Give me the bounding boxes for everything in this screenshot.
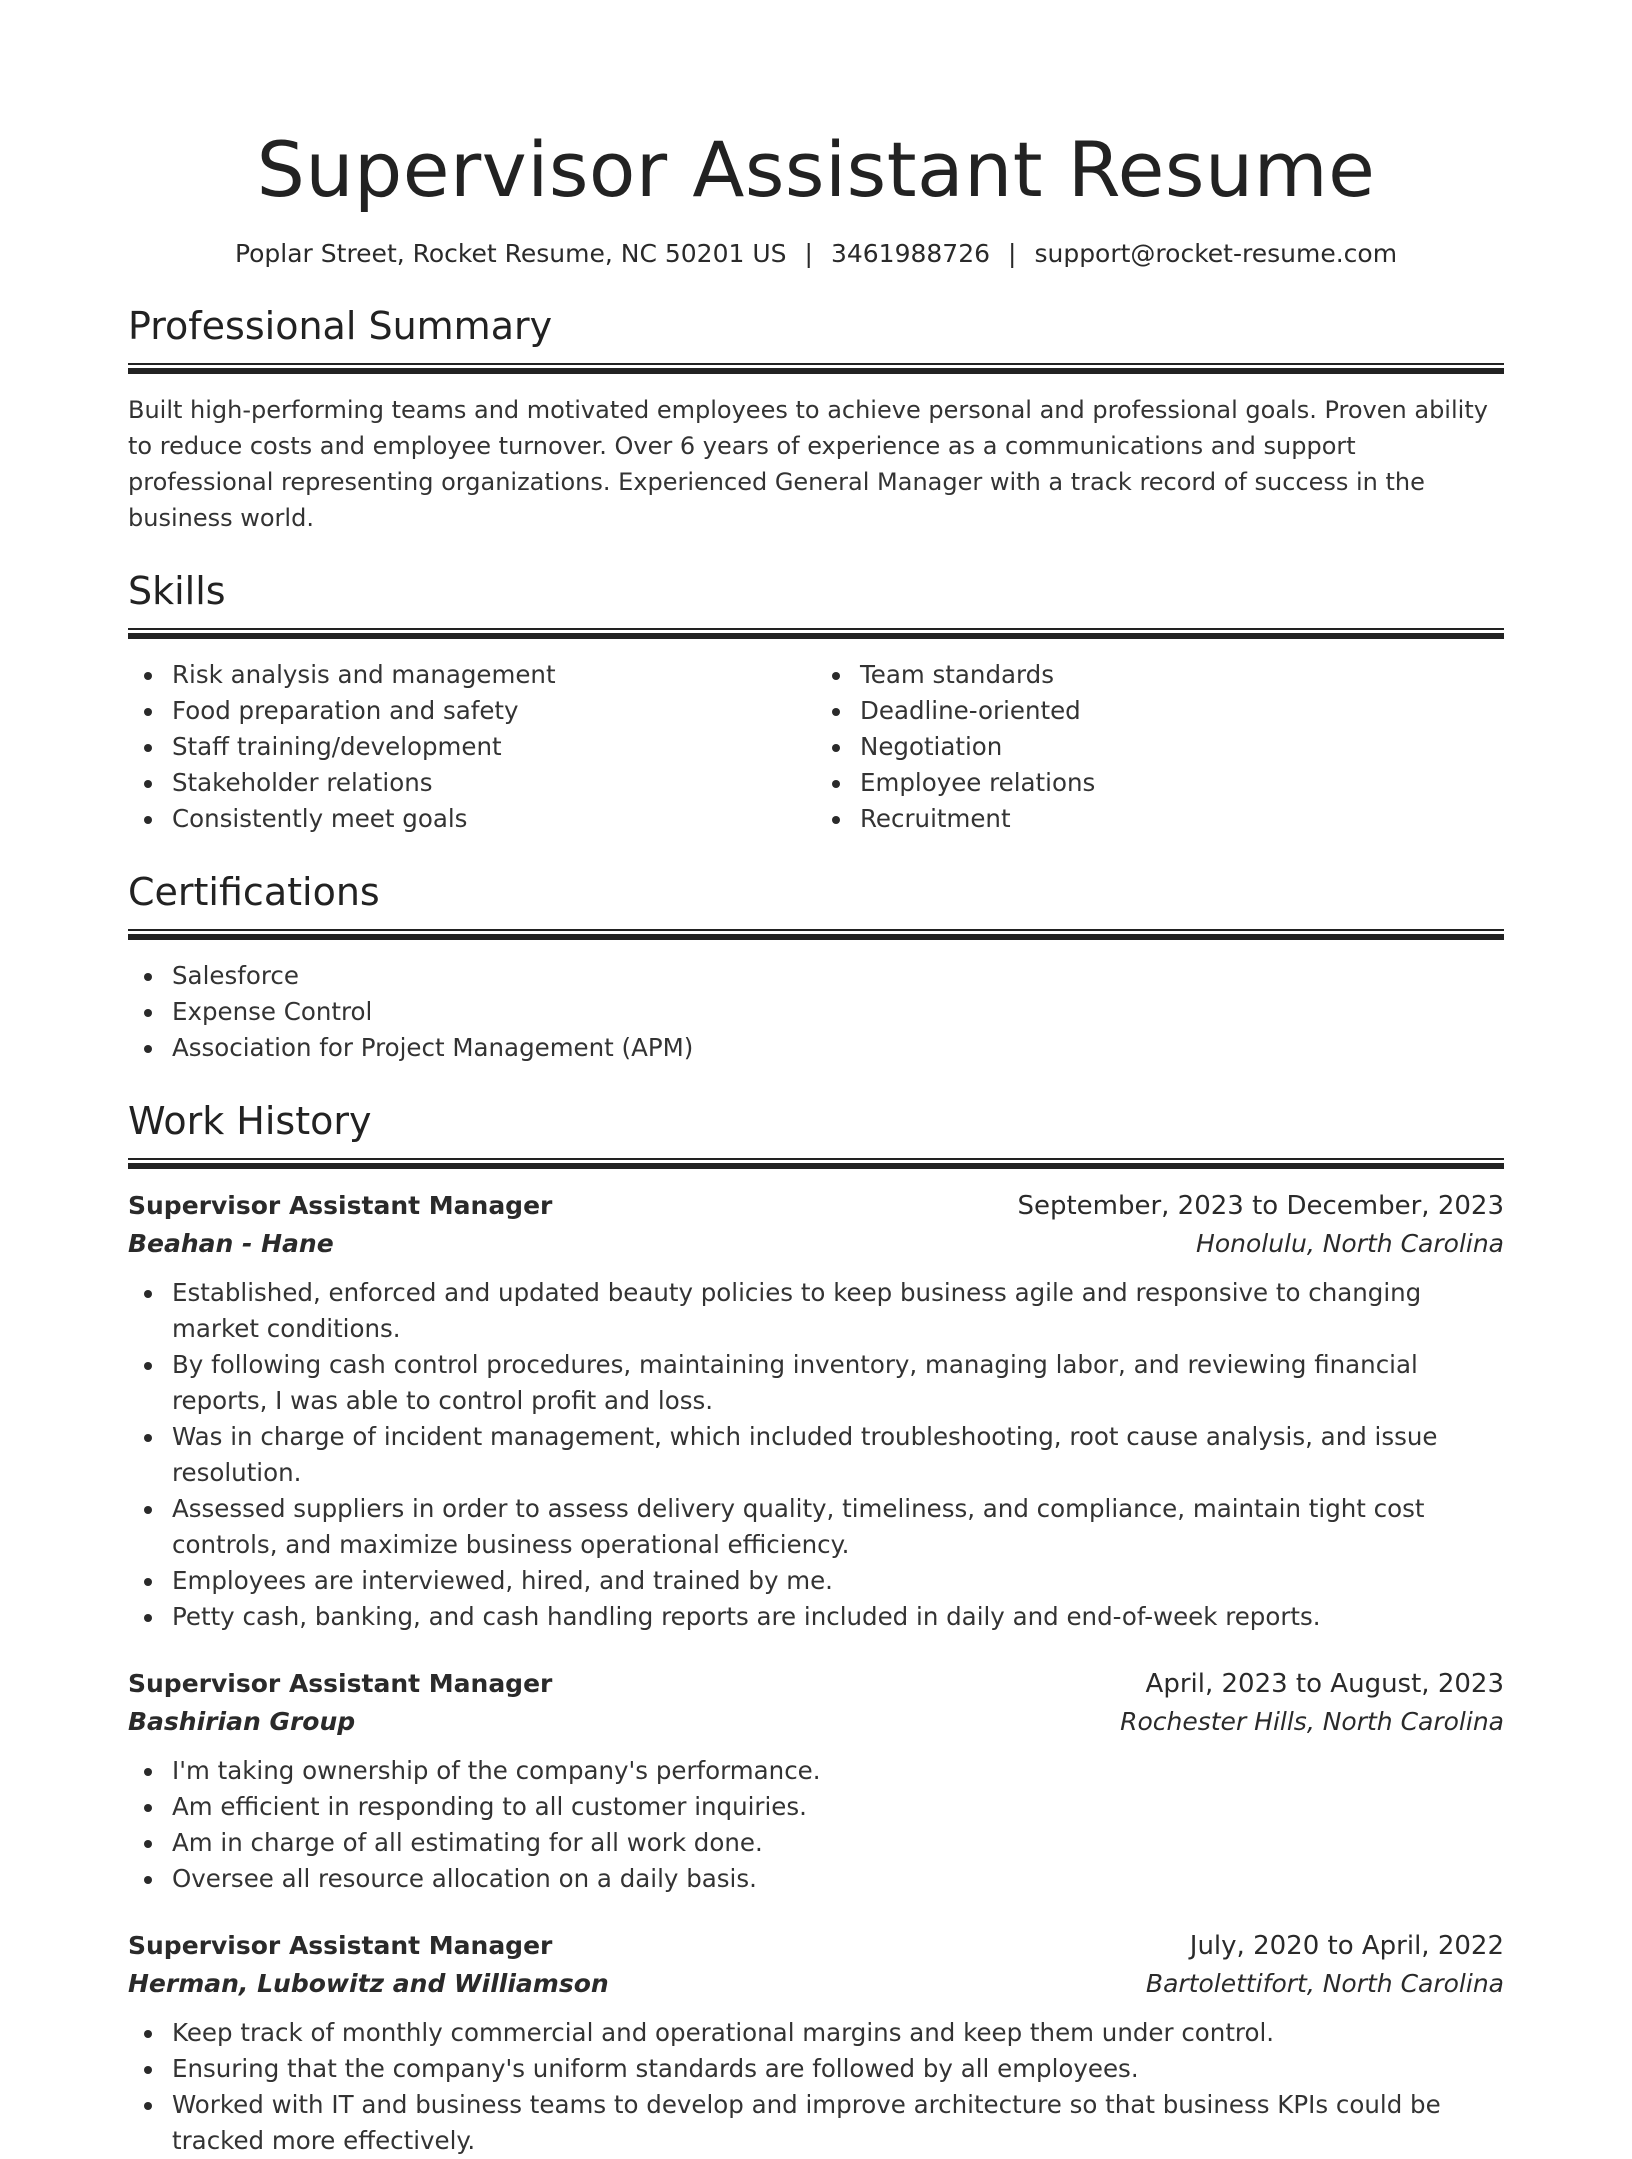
job-title: Supervisor Assistant Manager	[128, 1191, 553, 1220]
job-location: Rochester Hills, North Carolina	[1120, 1707, 1504, 1736]
job-bullet: Oversee all resource allocation on a daily basis.	[128, 1861, 1504, 1897]
section-divider	[128, 363, 1504, 374]
skills-grid	[128, 657, 1504, 837]
job-bullet: Assessed suppliers in order to assess delivery quality, timeliness, and compliance, maintain tight cost controls, and maximize business operational efficiency.	[128, 1491, 1504, 1563]
job-title: Supervisor Assistant Manager	[128, 1931, 553, 1960]
job-location: Honolulu, North Carolina	[1196, 1229, 1504, 1258]
job-bullets	[128, 1275, 1504, 1635]
contact-line	[128, 237, 1504, 271]
skills-section	[128, 566, 1504, 837]
work-history-section	[128, 1096, 1504, 2159]
job-subheader-row	[128, 1225, 1504, 1263]
summary-text: Built high-performing teams and motivated employees to achieve personal and professional goals. Proven ability to reduce costs and employee turnover. Over 6 years of experience as a communications and support professional representing organizations. Experienced General Manager with a track record of success in the business world.	[128, 396, 1488, 532]
section-title: Professional Summary	[128, 304, 553, 348]
job-company: Beahan - Hane	[128, 1229, 334, 1258]
job-bullet: I'm taking ownership of the company's performance.	[128, 1753, 1504, 1789]
contact-separator: |	[1008, 239, 1017, 268]
job-bullets	[128, 2015, 1504, 2159]
job-bullets	[128, 1753, 1504, 1897]
contact-address: Poplar Street, Rocket Resume, NC 50201 US	[234, 239, 787, 268]
job-bullet: Employees are interviewed, hired, and trained by me.	[128, 1563, 1504, 1599]
job-header-row	[128, 1187, 1504, 1225]
contact-email: support@rocket-resume.com	[1034, 239, 1398, 268]
job-entry	[128, 1187, 1504, 1635]
professional-summary-section	[128, 301, 1504, 536]
job-dates: April, 2023 to August, 2023	[1145, 1669, 1504, 1699]
skill-item: Staff training/development	[128, 729, 816, 765]
resume-title: Supervisor Assistant Resume	[256, 125, 1376, 214]
contact-phone: 3461988726	[830, 239, 991, 268]
job-bullet: Ensuring that the company's uniform standards are followed by all employees.	[128, 2051, 1504, 2087]
job-bullet: Established, enforced and updated beauty policies to keep business agile and responsive to changing market conditions.	[128, 1275, 1504, 1347]
job-entry	[128, 1665, 1504, 1897]
job-entry	[128, 1927, 1504, 2159]
job-dates: September, 2023 to December, 2023	[1017, 1191, 1504, 1221]
certification-item: Expense Control	[128, 994, 1504, 1030]
section-title: Certifications	[128, 870, 380, 914]
certifications-list	[128, 958, 1504, 1066]
job-bullet: By following cash control procedures, maintaining inventory, managing labor, and reviewing financial reports, I was able to control profit and loss.	[128, 1347, 1504, 1419]
skill-item: Employee relations	[816, 765, 1504, 801]
job-location: Bartolettifort, North Carolina	[1145, 1969, 1504, 1998]
job-company: Herman, Lubowitz and Williamson	[128, 1969, 609, 1998]
skill-item: Consistently meet goals	[128, 801, 816, 837]
job-bullet: Petty cash, banking, and cash handling reports are included in daily and end-of-week reports.	[128, 1599, 1504, 1635]
certification-item: Association for Project Management (APM)	[128, 1030, 1504, 1066]
job-bullet: Keep track of monthly commercial and operational margins and keep them under control.	[128, 2015, 1504, 2051]
job-bullet: Am in charge of all estimating for all work done.	[128, 1825, 1504, 1861]
skill-item: Food preparation and safety	[128, 693, 816, 729]
job-title: Supervisor Assistant Manager	[128, 1669, 553, 1698]
certifications-section	[128, 867, 1504, 1066]
section-divider	[128, 628, 1504, 639]
section-divider	[128, 929, 1504, 940]
skill-item: Deadline-oriented	[816, 693, 1504, 729]
skills-list-right	[816, 657, 1504, 837]
section-title: Work History	[128, 1099, 372, 1143]
section-title: Skills	[128, 569, 226, 613]
job-header-row	[128, 1927, 1504, 1965]
job-bullet: Worked with IT and business teams to develop and improve architecture so that business KPIs could be tracked more effectively.	[128, 2087, 1504, 2159]
contact-separator: |	[804, 239, 813, 268]
skills-list-left	[128, 657, 816, 837]
job-bullet: Am efficient in responding to all customer inquiries.	[128, 1789, 1504, 1825]
job-header-row	[128, 1665, 1504, 1703]
skill-item: Risk analysis and management	[128, 657, 816, 693]
job-subheader-row	[128, 1965, 1504, 2003]
job-subheader-row	[128, 1703, 1504, 1741]
skill-item: Negotiation	[816, 729, 1504, 765]
job-company: Bashirian Group	[128, 1707, 356, 1736]
job-dates: July, 2020 to April, 2022	[1189, 1931, 1504, 1961]
job-bullet: Was in charge of incident management, which included troubleshooting, root cause analysis, and issue resolution.	[128, 1419, 1504, 1491]
certification-item: Salesforce	[128, 958, 1504, 994]
skill-item: Team standards	[816, 657, 1504, 693]
skill-item: Stakeholder relations	[128, 765, 816, 801]
section-divider	[128, 1158, 1504, 1169]
skill-item: Recruitment	[816, 801, 1504, 837]
